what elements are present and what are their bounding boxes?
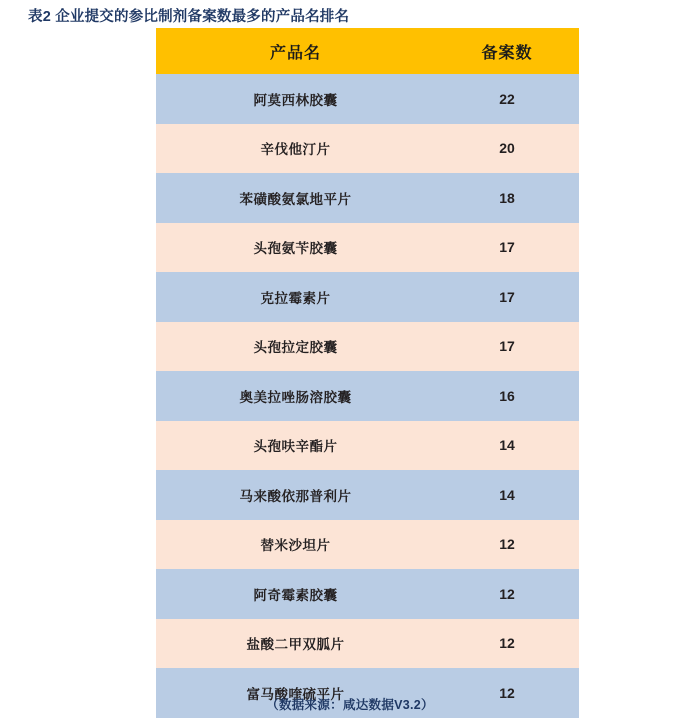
table-header-row xyxy=(156,28,579,74)
table-body xyxy=(156,74,579,718)
cell-product-name: 阿奇霉素胶囊 xyxy=(156,569,435,619)
cell-product-name: 富马酸喹硫平片 xyxy=(156,668,435,718)
table-row xyxy=(156,124,579,174)
table-caption: 表2 企业提交的参比制剂备案数最多的产品名排名 xyxy=(28,9,350,25)
cell-filing-count: 17 xyxy=(435,223,579,273)
cell-product-name: 苯磺酸氨氯地平片 xyxy=(156,173,435,223)
cell-filing-count: 14 xyxy=(435,470,579,520)
table-row xyxy=(156,223,579,273)
cell-product-name: 盐酸二甲双胍片 xyxy=(156,619,435,669)
table-row xyxy=(156,322,579,372)
cell-product-name: 阿莫西林胶囊 xyxy=(156,74,435,124)
cell-filing-count: 22 xyxy=(435,74,579,124)
cell-filing-count: 18 xyxy=(435,173,579,223)
table-row xyxy=(156,421,579,471)
cell-filing-count: 12 xyxy=(435,569,579,619)
cell-filing-count: 12 xyxy=(435,668,579,718)
ranking-table xyxy=(156,28,579,718)
cell-filing-count: 17 xyxy=(435,272,579,322)
table-row xyxy=(156,569,579,619)
cell-product-name: 头孢拉定胶囊 xyxy=(156,322,435,372)
column-header-product-name: 产品名 xyxy=(156,28,435,74)
cell-product-name: 替米沙坦片 xyxy=(156,520,435,570)
cell-product-name: 克拉霉素片 xyxy=(156,272,435,322)
table-row xyxy=(156,619,579,669)
cell-filing-count: 17 xyxy=(435,322,579,372)
cell-product-name: 马来酸依那普利片 xyxy=(156,470,435,520)
table-row xyxy=(156,470,579,520)
column-header-filing-count: 备案数 xyxy=(435,28,579,74)
cell-product-name: 头孢呋辛酯片 xyxy=(156,421,435,471)
table-row xyxy=(156,272,579,322)
table-row xyxy=(156,371,579,421)
cell-filing-count: 14 xyxy=(435,421,579,471)
cell-filing-count: 16 xyxy=(435,371,579,421)
cell-filing-count: 12 xyxy=(435,619,579,669)
data-source-note: （数据来源：咸达数据V3.2） xyxy=(266,698,434,712)
table-row xyxy=(156,173,579,223)
cell-product-name: 奥美拉唑肠溶胶囊 xyxy=(156,371,435,421)
table-row xyxy=(156,520,579,570)
table-row xyxy=(156,74,579,124)
ranking-table-wrapper xyxy=(156,28,575,718)
cell-filing-count: 20 xyxy=(435,124,579,174)
cell-product-name: 辛伐他汀片 xyxy=(156,124,435,174)
table-header xyxy=(156,28,579,74)
cell-filing-count: 12 xyxy=(435,520,579,570)
cell-product-name: 头孢氨苄胶囊 xyxy=(156,223,435,273)
